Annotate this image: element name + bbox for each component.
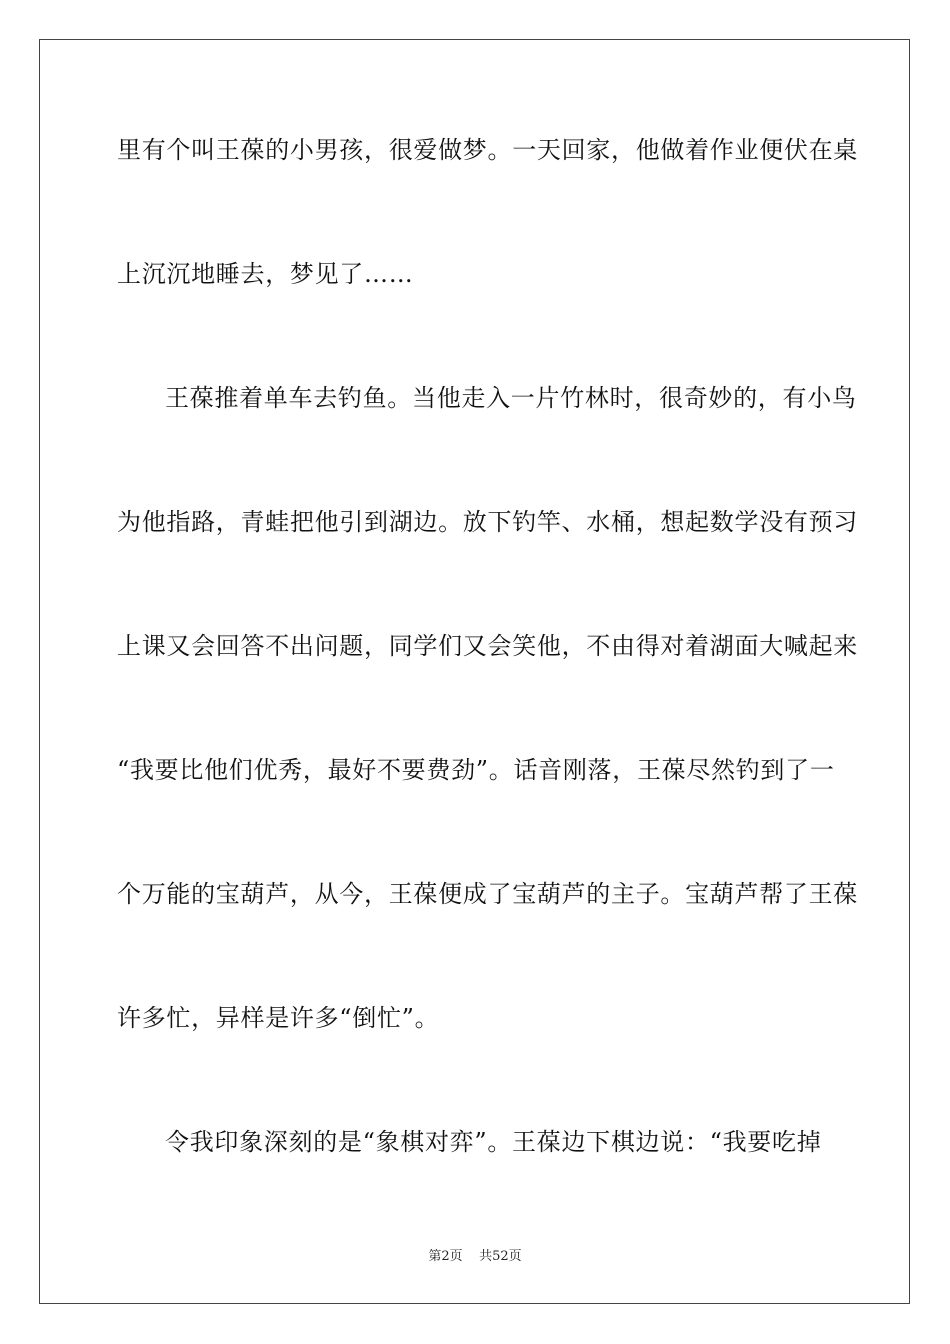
page-border (39, 39, 910, 1304)
text-line-4: 为他指路，青蛙把他引到湖边。放下钓竿、水桶，想起数学没有预习 (117, 508, 858, 536)
text-line-7: 个万能的宝葫芦，从今，王葆便成了宝葫芦的主子。宝葫芦帮了王葆 (117, 880, 858, 908)
text-line-3: 王葆推着单车去钓鱼。当他走入一片竹林时，很奇妙的，有小鸟 (165, 384, 857, 412)
text-line-1: 里有个叫王葆的小男孩，很爱做梦。一天回家，他做着作业便伏在桌 (117, 136, 858, 164)
text-line-2: 上沉沉地睡去，梦见了…… (117, 260, 414, 288)
text-line-8: 许多忙，异样是许多“倒忙”。 (117, 1004, 440, 1032)
page-number-label: 第2页 共52页 (428, 1249, 522, 1264)
page-footer (0, 1248, 950, 1266)
text-line-6: “我要比他们优秀，最好不要费劲”。话音刚落，王葆尽然钓到了一 (117, 756, 835, 784)
text-line-9: 令我印象深刻的是“象棋对弈”。王葆边下棋边说：“我要吃掉 (165, 1128, 822, 1156)
text-line-5: 上课又会回答不出问题，同学们又会笑他，不由得对着湖面大喊起来 (117, 632, 858, 660)
